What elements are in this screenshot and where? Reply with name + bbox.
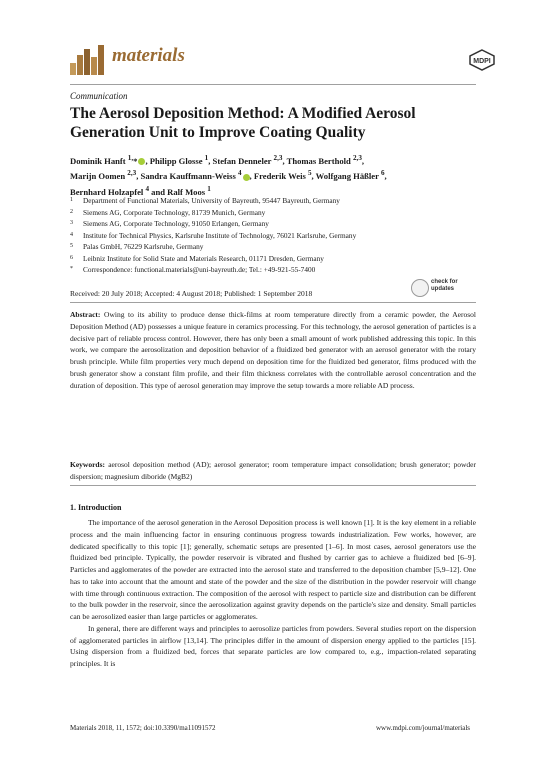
affiliation-row: 4 Institute for Technical Physics, Karlsruhe Institute of Technology, 76021 Karlsruhe, Germany	[70, 230, 357, 240]
affiliation-row: 5 Palas GmbH, 76229 Karlsruhe, Germany	[70, 242, 204, 251]
orcid-icon[interactable]	[138, 158, 145, 165]
paragraph: In general, there are different ways and principles to aerosolize particles from powders. Several studies report on the dispersion of agglomerated particles in airflow [13,14]. The principles differ in the amount of dispersion energy applied to the particles [15]. Using dispersion from a fluidized bed, forces that separate particles are low compared to, e.g., impaction-related separating principles. It is	[70, 623, 476, 668]
affiliations	[70, 195, 480, 276]
keywords-text: aerosol deposition method (AD); aerosol generator; room temperature impact consolidation; brush generator; powder dispersion; magnesium diboride (MgB2)	[70, 460, 477, 481]
dates-divider	[70, 302, 476, 303]
author-list	[70, 152, 480, 198]
paragraph: The importance of the aerosol generation in the Aerosol Deposition process is well known [1]. It is the key element in a reliable process and the main influencing factor in ensuring continuous progress towards industrialization. Few works, however, are dedicated specifically to this topic [1]; generally, schematic setups are presented [1–6]. In most cases, aerosol generators use the fluidized bed principle. Typically, the powder reservoir is vibrated and flushed by carrier gas to achieve a fluidized bed [6–9]. Particles and agglomerates of the powder are extracted into the aerosol state and transferred to the deposition chamber [5,9–12]. One has to take into account that the amount and state of the powder and the size of the distribution in the powder reservoir will change with time through continuous extraction. The composition of the aerosol with respect to particle size and distribution can be different to the bulk powder in the reservoir, since the aerosolization against gravity depends on the particle's size and density. Small particles can be aerosolized easier than large particles or agglomerates.	[70, 518, 476, 621]
affiliation-row: 6 Leibniz Institute for Solid State and Materials Research, 01171 Dresden, Germany	[70, 253, 324, 263]
authors-line-3: Bernhard Holzapfel $^4$ and Ralf Moos $^1$	[70, 184, 211, 197]
mdpi-logo-icon	[468, 49, 496, 71]
affiliation-row: 1 Department of Functional Materials, University of Bayreuth, 95447 Bayreuth, Germany	[70, 196, 340, 205]
abstract-label: Abstract:	[70, 310, 101, 319]
authors-line-2: Marijn Oomen $^{2,3}$, Sandra Kauffmann-Weiss $^4$ , Frederik Weis $^5$, Wolfgang Häßler $^6$,	[70, 169, 387, 182]
affiliation-row: 3 Siemens AG, Corporate Technology, 91050 Erlangen, Germany	[70, 219, 269, 228]
header-divider	[70, 84, 476, 85]
check-updates-icon	[411, 279, 429, 297]
orcid-icon[interactable]	[243, 174, 250, 181]
keywords-divider	[70, 485, 476, 486]
check-for-updates-button[interactable]	[411, 279, 481, 299]
footer-citation: Materials 2018, 11, 1572; doi:10.3390/ma11091572	[70, 724, 216, 732]
publication-dates: Received: 20 July 2018; Accepted: 4 August 2018; Published: 1 September 2018	[70, 289, 313, 298]
article-type: Communication	[70, 91, 128, 101]
abstract-text: Owing to its ability to produce dense thick-films at room temperature directly from a ceramic powder, the Aerosol Deposition Method (AD) possesses a unique feature in ceramics processing. For this technology, the aerosol generation of particles is a decisive part of reliable process control. However, there has only been a small amount of work published addressing this topic. In this work, we compare the aerosolization and deposition behavior of a fluidized bed generator with an aerosol generator with the rotary brush principle. While film properties very much depend on deposition time for the fluidized bed generator, films produced with the brush generator show a constant film profile, and their film thickness correlates with the controllable aerosol concentration and the duration of deposition. This type of aerosol generation may improve the setup towards a more reliable AD process.	[70, 310, 476, 390]
check-updates-label: check for updates	[431, 279, 458, 292]
mdpi-logo-text: MDPI	[473, 58, 491, 65]
body-text	[70, 517, 476, 670]
article-title: The Aerosol Deposition Method: A Modified Aerosol Generation Unit to Improve Coating Quality	[70, 105, 416, 141]
journal-name: materials	[112, 45, 185, 66]
abstract	[70, 309, 476, 392]
affiliation-row: 2 Siemens AG, Corporate Technology, 81739 Munich, Germany	[70, 207, 266, 217]
authors-line-1: Dominik Hanft $^{1,}$* , Philipp Glosse $^1$, Stefan Denneler $^{2,3}$, Thomas Berthold $^{2,3}$,	[70, 154, 365, 166]
keywords-label: Keywords:	[70, 460, 105, 469]
correspondence-row: * Correspondence: functional.materials@uni-bayreuth.de; Tel.: +49-921-55-7400	[70, 265, 316, 274]
materials-logo-icon	[70, 45, 106, 75]
keywords	[70, 459, 476, 483]
footer-url[interactable]: www.mdpi.com/journal/materials	[376, 724, 471, 732]
section-heading: 1. Introduction	[70, 503, 122, 512]
